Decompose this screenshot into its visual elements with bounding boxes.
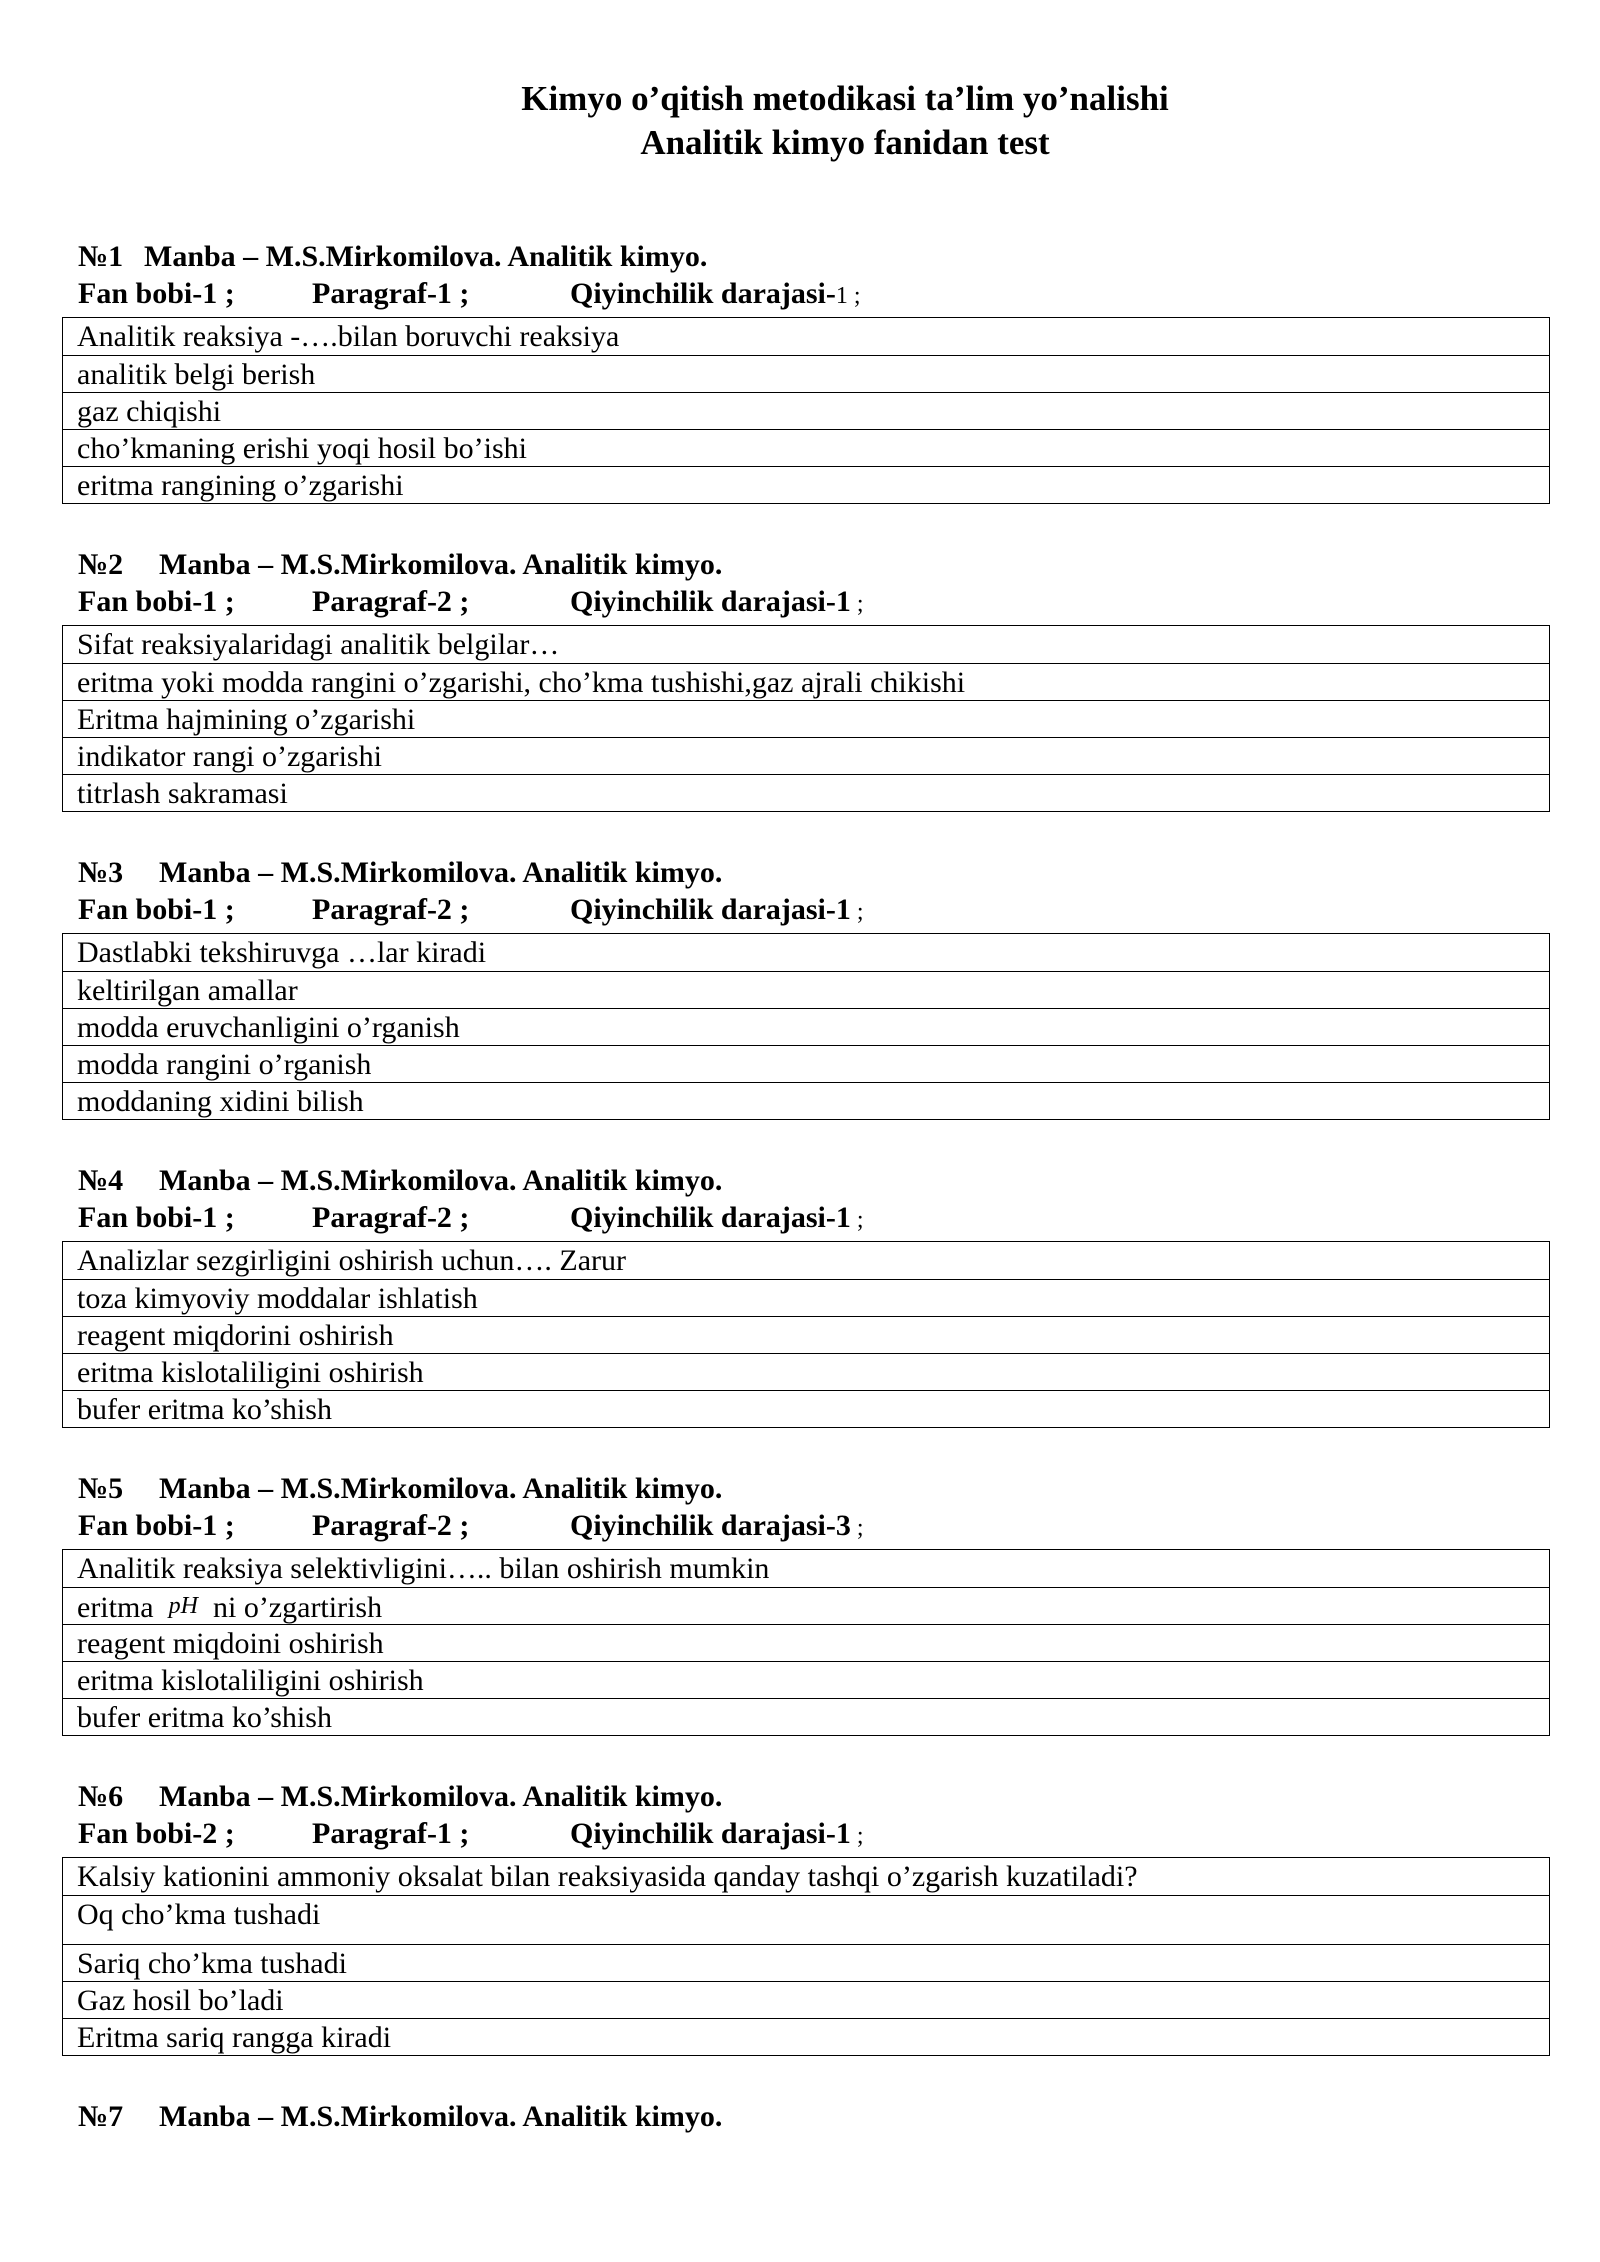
answer-option[interactable]: Eritma sariq rangga kiradi xyxy=(63,2018,1549,2055)
answer-option[interactable]: indikator rangi o’zgarishi xyxy=(63,737,1549,774)
paragraph-label: Paragraf-2 ; xyxy=(312,1201,470,1234)
paragraph-label: Paragraf-1 ; xyxy=(312,277,470,310)
question-source: Manba – M.S.Mirkomilova. Analitik kimyo. xyxy=(159,1472,723,1505)
answer-option[interactable]: analitik belgi berish xyxy=(63,355,1549,392)
paragraph-label: Paragraf-2 ; xyxy=(312,1509,470,1542)
difficulty-label: Qiyinchilik darajasi-1 ; xyxy=(570,277,861,310)
question-number: №7 xyxy=(78,2100,124,2133)
question-text: Sifat reaksiyalaridagi analitik belgilar… xyxy=(77,628,560,661)
answer-option[interactable]: Gaz hosil bo’ladi xyxy=(63,1981,1549,2018)
chapter-label: Fan bobi-1 ; xyxy=(78,585,235,618)
question-source: Manba – M.S.Mirkomilova. Analitik kimyo. xyxy=(159,1164,723,1197)
question-number: №6 xyxy=(78,1780,124,1813)
question-block-2 xyxy=(62,546,1550,812)
paragraph-label: Paragraf-2 ; xyxy=(312,585,470,618)
question-block-4 xyxy=(62,1162,1550,1428)
question-source: Manba – M.S.Mirkomilova. Analitik kimyo. xyxy=(159,548,723,581)
chapter-label: Fan bobi-1 ; xyxy=(78,277,235,310)
answer-option[interactable]: eritma kislotaliligini oshirish xyxy=(63,1353,1549,1390)
answer-option[interactable]: modda eruvchanligini o’rganish xyxy=(63,1008,1549,1045)
answer-option[interactable]: Eritma hajmining o’zgarishi xyxy=(63,700,1549,737)
question-text: Analizlar sezgirligini oshirish uchun…. Zarur xyxy=(77,1244,627,1277)
answer-option[interactable]: reagent miqdorini oshirish xyxy=(63,1316,1549,1353)
answer-option[interactable]: Sariq cho’kma tushadi xyxy=(63,1944,1549,1981)
difficulty-label: Qiyinchilik darajasi-1 ; xyxy=(570,893,864,926)
answer-option[interactable]: titrlash sakramasi xyxy=(63,774,1549,811)
question-block-6 xyxy=(62,1778,1550,2056)
chapter-label: Fan bobi-1 ; xyxy=(78,1201,235,1234)
question-block-3 xyxy=(62,854,1550,1120)
chapter-label: Fan bobi-1 ; xyxy=(78,1509,235,1542)
answer-option[interactable]: eritma yoki modda rangini o’zgarishi, cho’kma tushishi,gaz ajrali chikishi xyxy=(63,663,1549,700)
question-number: №4 xyxy=(78,1164,124,1197)
question-table xyxy=(62,1241,1550,1428)
question-block-5 xyxy=(62,1470,1550,1736)
answer-option[interactable]: moddaning xidini bilish xyxy=(63,1082,1549,1119)
answer-option[interactable]: keltirilgan amallar xyxy=(63,971,1549,1008)
question-number: №2 xyxy=(78,548,124,581)
ph-symbol: pH xyxy=(168,1593,198,1619)
answer-option[interactable]: gaz chiqishi xyxy=(63,392,1549,429)
document-title: Kimyo o’qitish metodikasi ta’lim yo’nalishi xyxy=(521,79,1169,118)
answer-option[interactable]: toza kimyoviy moddalar ishlatish xyxy=(63,1279,1549,1316)
answer-option[interactable]: cho’kmaning erishi yoqi hosil bo’ishi xyxy=(63,429,1549,466)
answer-option[interactable]: bufer eritma ko’shish xyxy=(63,1698,1549,1735)
difficulty-value: 3 xyxy=(835,1509,851,1542)
question-block-7 xyxy=(62,2098,1550,2135)
difficulty-label: Qiyinchilik darajasi-1 ; xyxy=(570,585,864,618)
difficulty-value: 1 xyxy=(835,1817,851,1850)
question-source: Manba – M.S.Mirkomilova. Analitik kimyo. xyxy=(159,1780,723,1813)
question-block-1 xyxy=(62,238,1550,504)
paragraph-label: Paragraf-1 ; xyxy=(312,1817,470,1850)
difficulty-label: Qiyinchilik darajasi-1 ; xyxy=(570,1817,864,1850)
question-text: Dastlabki tekshiruvga …lar kiradi xyxy=(77,936,487,969)
question-table xyxy=(62,317,1550,504)
question-table xyxy=(62,1857,1550,2056)
question-number: №1 xyxy=(78,240,124,273)
question-number: №3 xyxy=(78,856,124,889)
difficulty-value: 1 xyxy=(835,893,851,926)
question-table xyxy=(62,1549,1550,1736)
difficulty-value: 1 xyxy=(835,585,851,618)
difficulty-label: Qiyinchilik darajasi-1 ; xyxy=(570,1201,864,1234)
question-source: Manba – M.S.Mirkomilova. Analitik kimyo. xyxy=(159,2100,723,2133)
question-source: Manba – M.S.Mirkomilova. Analitik kimyo. xyxy=(144,240,708,273)
question-source: Manba – M.S.Mirkomilova. Analitik kimyo. xyxy=(159,856,723,889)
answer-option[interactable]: reagent miqdoini oshirish xyxy=(63,1624,1549,1661)
chapter-label: Fan bobi-1 ; xyxy=(78,893,235,926)
question-table xyxy=(62,933,1550,1120)
answer-option[interactable]: modda rangini o’rganish xyxy=(63,1045,1549,1082)
question-text: Kalsiy kationini ammoniy oksalat bilan reaksiyasida qanday tashqi o’zgarish kuzatiladi? xyxy=(77,1860,1138,1893)
question-table xyxy=(62,625,1550,812)
answer-option[interactable]: eritma pH ni o’zgartirish xyxy=(63,1587,1549,1624)
answer-option[interactable]: bufer eritma ko’shish xyxy=(63,1390,1549,1427)
paragraph-label: Paragraf-2 ; xyxy=(312,893,470,926)
document-subtitle: Analitik kimyo fanidan test xyxy=(640,123,1050,162)
question-number: №5 xyxy=(78,1472,124,1505)
question-text: Analitik reaksiya selektivligini….. bilan oshirish mumkin xyxy=(77,1552,770,1585)
question-text: Analitik reaksiya -….bilan boruvchi reaksiya xyxy=(77,320,620,353)
difficulty-label: Qiyinchilik darajasi-3 ; xyxy=(570,1509,864,1542)
answer-option[interactable]: eritma rangining o’zgarishi xyxy=(63,466,1549,503)
answer-option[interactable]: eritma kislotaliligini oshirish xyxy=(63,1661,1549,1698)
difficulty-value: 1 xyxy=(835,1201,851,1234)
difficulty-value: 1 xyxy=(835,283,848,309)
answer-option[interactable]: Oq cho’kma tushadi xyxy=(63,1895,1549,1944)
chapter-label: Fan bobi-2 ; xyxy=(78,1817,235,1850)
